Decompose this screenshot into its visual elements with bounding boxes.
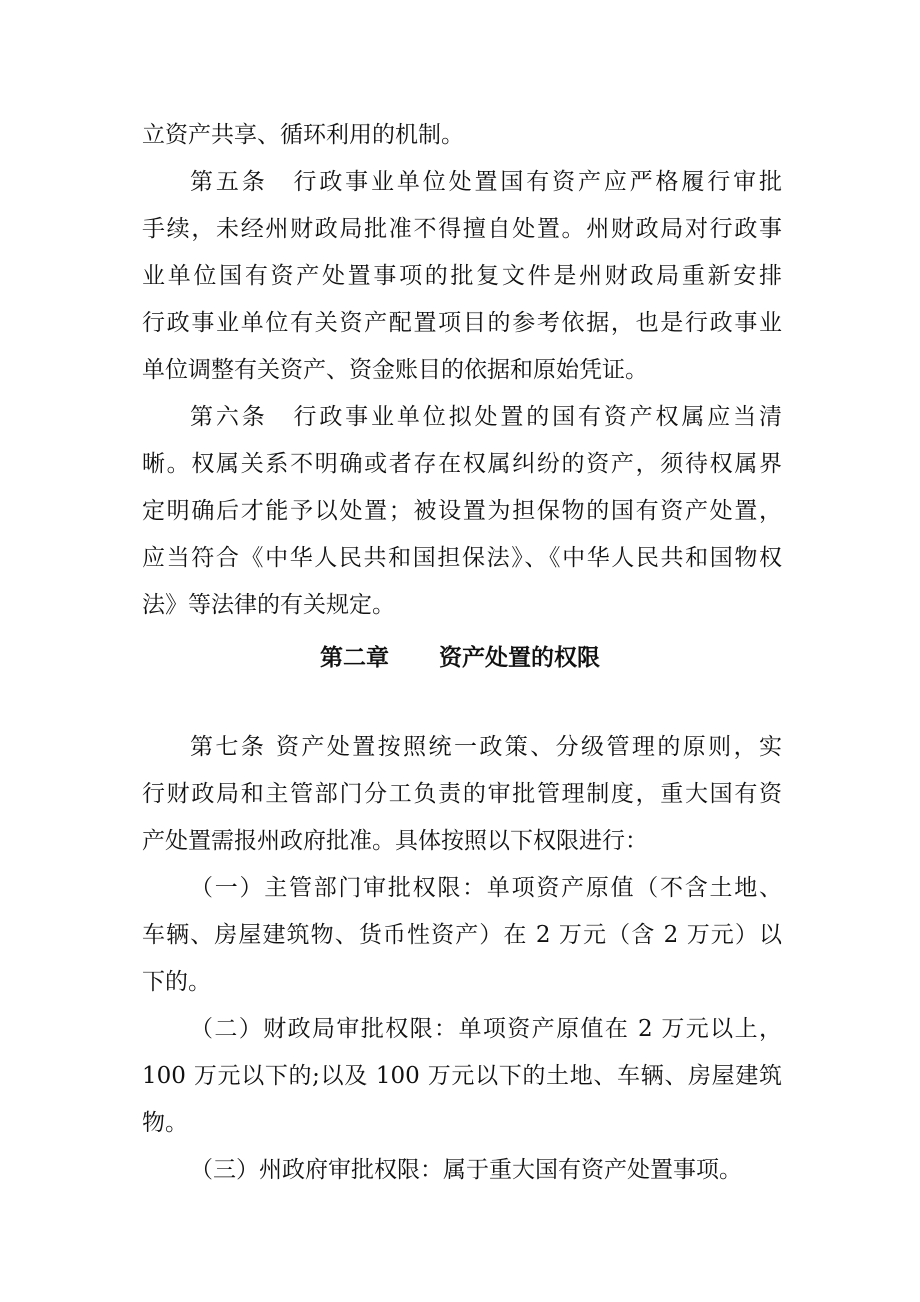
article-7-line: 第七条 资产处置按照统一政策、分级管理的原则，实 — [190, 734, 782, 760]
chapter-number: 第二章 — [320, 645, 389, 671]
text-line: 晰。权属关系不明确或者存在权属纠纷的资产，须待权属界 — [142, 451, 782, 477]
text-line: 单位调整有关资产、资金账目的依据和原始凭证。 — [142, 357, 648, 383]
text-line: 物。 — [142, 1110, 188, 1136]
item-3-line: （三）州政府审批权限：属于重大国有资产处置事项。 — [190, 1157, 742, 1183]
text-line: 应当符合《中华人民共和国担保法》、《中华人民共和国物权 — [142, 545, 782, 571]
text-line: 法》等法律的有关规定。 — [142, 592, 395, 618]
article-6-line: 第六条 行政事业单位拟处置的国有资产权属应当清 — [190, 404, 782, 430]
article-5-line: 第五条 行政事业单位处置国有资产应严格履行审批 — [190, 169, 782, 195]
chapter-heading — [0, 640, 920, 676]
text-line: 产处置需报州政府批准。具体按照以下权限进行： — [142, 828, 648, 854]
text-line: 手续，未经州财政局批准不得擅自处置。州财政局对行政事 — [142, 216, 782, 242]
text-line: 行财政局和主管部门分工负责的审批管理制度，重大国有资 — [142, 781, 782, 807]
text-line: 业单位国有资产处置事项的批复文件是州财政局重新安排 — [142, 263, 782, 289]
text-line: 100 万元以下的;以及 100 万元以下的土地、车辆、房屋建筑 — [142, 1063, 782, 1089]
text-line: 立资产共享、循环利用的机制。 — [142, 122, 464, 148]
text-line: 定明确后才能予以处置；被设置为担保物的国有资产处置， — [142, 498, 782, 524]
item-1-line: （一）主管部门审批权限：单项资产原值（不含土地、 — [190, 875, 782, 901]
text-line: 下的。 — [142, 969, 211, 995]
text-line: 行政事业单位有关资产配置项目的参考依据，也是行政事业 — [142, 310, 782, 336]
chapter-title: 资产处置的权限 — [439, 645, 600, 671]
text-line: 车辆、房屋建筑物、货币性资产）在 2 万元（含 2 万元）以 — [142, 922, 782, 948]
item-2-line: （二）财政局审批权限：单项资产原值在 2 万元以上， — [190, 1016, 782, 1042]
